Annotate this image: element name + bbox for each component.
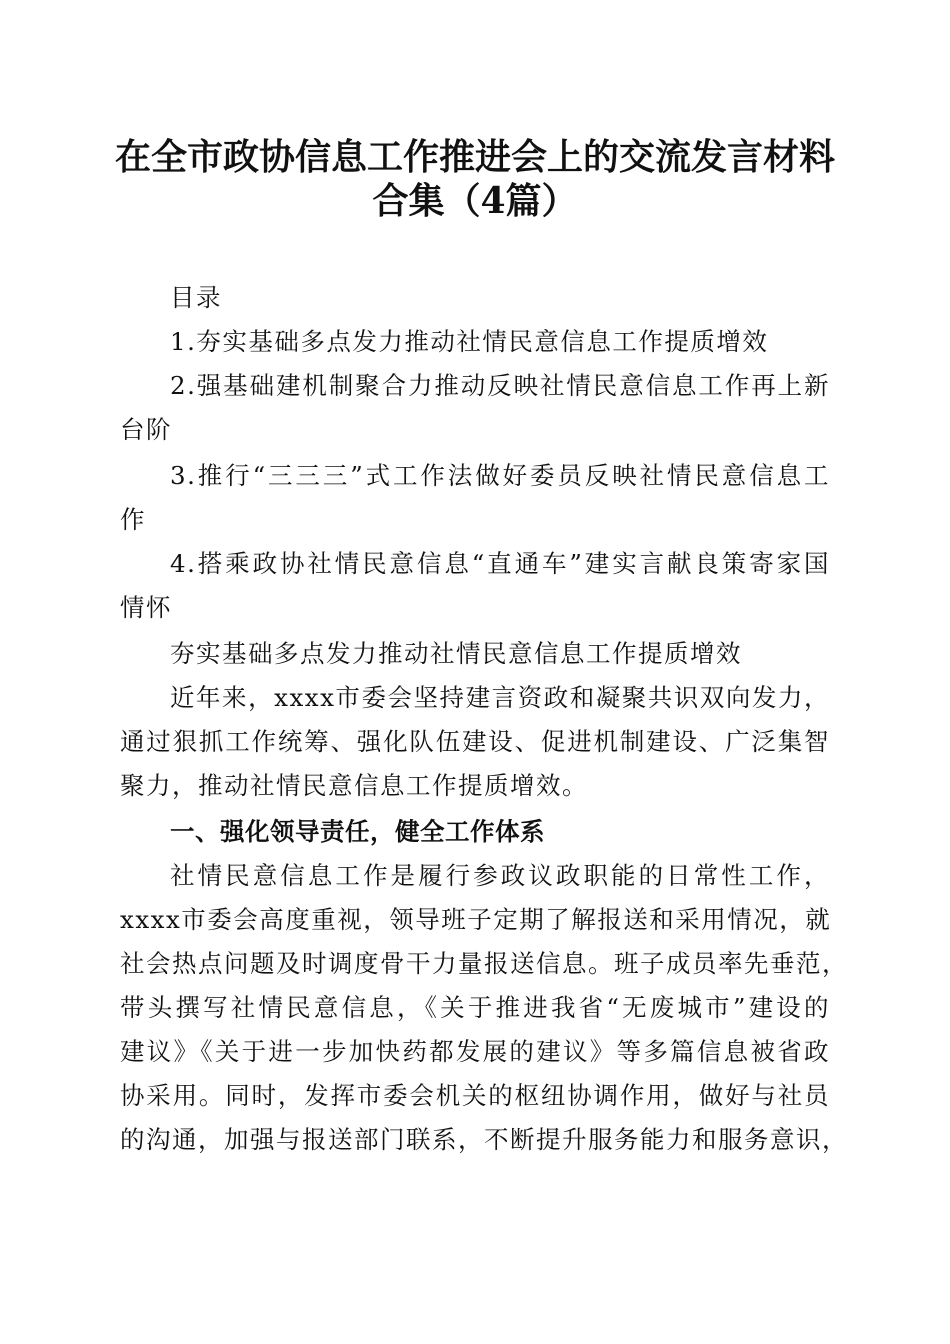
toc-item-3[interactable]: 3.推行“三三三”式工作法做好委员反映社情民意信息工 <box>170 461 830 490</box>
section-heading-1: 一、强化领导责任，健全工作体系 <box>170 817 545 846</box>
section1-line-4: 带头撰写社情民意信息，《关于推进我省“无废城市”建设的 <box>120 993 830 1022</box>
toc-heading: 目录 <box>170 283 222 312</box>
section1-line-7: 的沟通，加强与报送部门联系，不断提升服务能力和服务意识， <box>120 1125 848 1154</box>
section1-line-5: 建议》《关于进一步加快药都发展的建议》等多篇信息被省政 <box>120 1037 830 1066</box>
section1-line-6: 协采用。同时，发挥市委会机关的枢纽协调作用，做好与社员 <box>120 1081 830 1110</box>
toc-item-4-continuation[interactable]: 情怀 <box>120 593 172 622</box>
document-title-line-2: 合集（4篇） <box>372 180 578 222</box>
section1-line-2: xxxx市委会高度重视，领导班子定期了解报送和采用情况，就 <box>120 905 832 934</box>
article-title: 夯实基础多点发力推动社情民意信息工作提质增效 <box>170 639 742 668</box>
toc-item-2-continuation[interactable]: 台阶 <box>120 415 172 444</box>
toc-item-2[interactable]: 2.强基础建机制聚合力推动反映社情民意信息工作再上新 <box>170 371 830 400</box>
toc-item-3-continuation[interactable]: 作 <box>120 505 146 534</box>
toc-item-1[interactable]: 1.夯实基础多点发力推动社情民意信息工作提质增效 <box>170 327 769 356</box>
intro-line-1: 近年来，xxxx市委会坚持建言资政和凝聚共识双向发力， <box>170 683 830 712</box>
toc-item-4[interactable]: 4.搭乘政协社情民意信息“直通车”建实言献良策寄家国 <box>170 549 830 578</box>
section1-line-3: 社会热点问题及时调度骨干力量报送信息。班子成员率先垂范， <box>120 949 848 978</box>
intro-line-2: 通过狠抓工作统筹、强化队伍建设、促进机制建设、广泛集智 <box>120 727 830 756</box>
document-title-line-1: 在全市政协信息工作推进会上的交流发言材料 <box>114 136 835 178</box>
intro-line-3: 聚力，推动社情民意信息工作提质增效。 <box>120 771 588 800</box>
section1-line-1: 社情民意信息工作是履行参政议政职能的日常性工作， <box>170 861 830 890</box>
